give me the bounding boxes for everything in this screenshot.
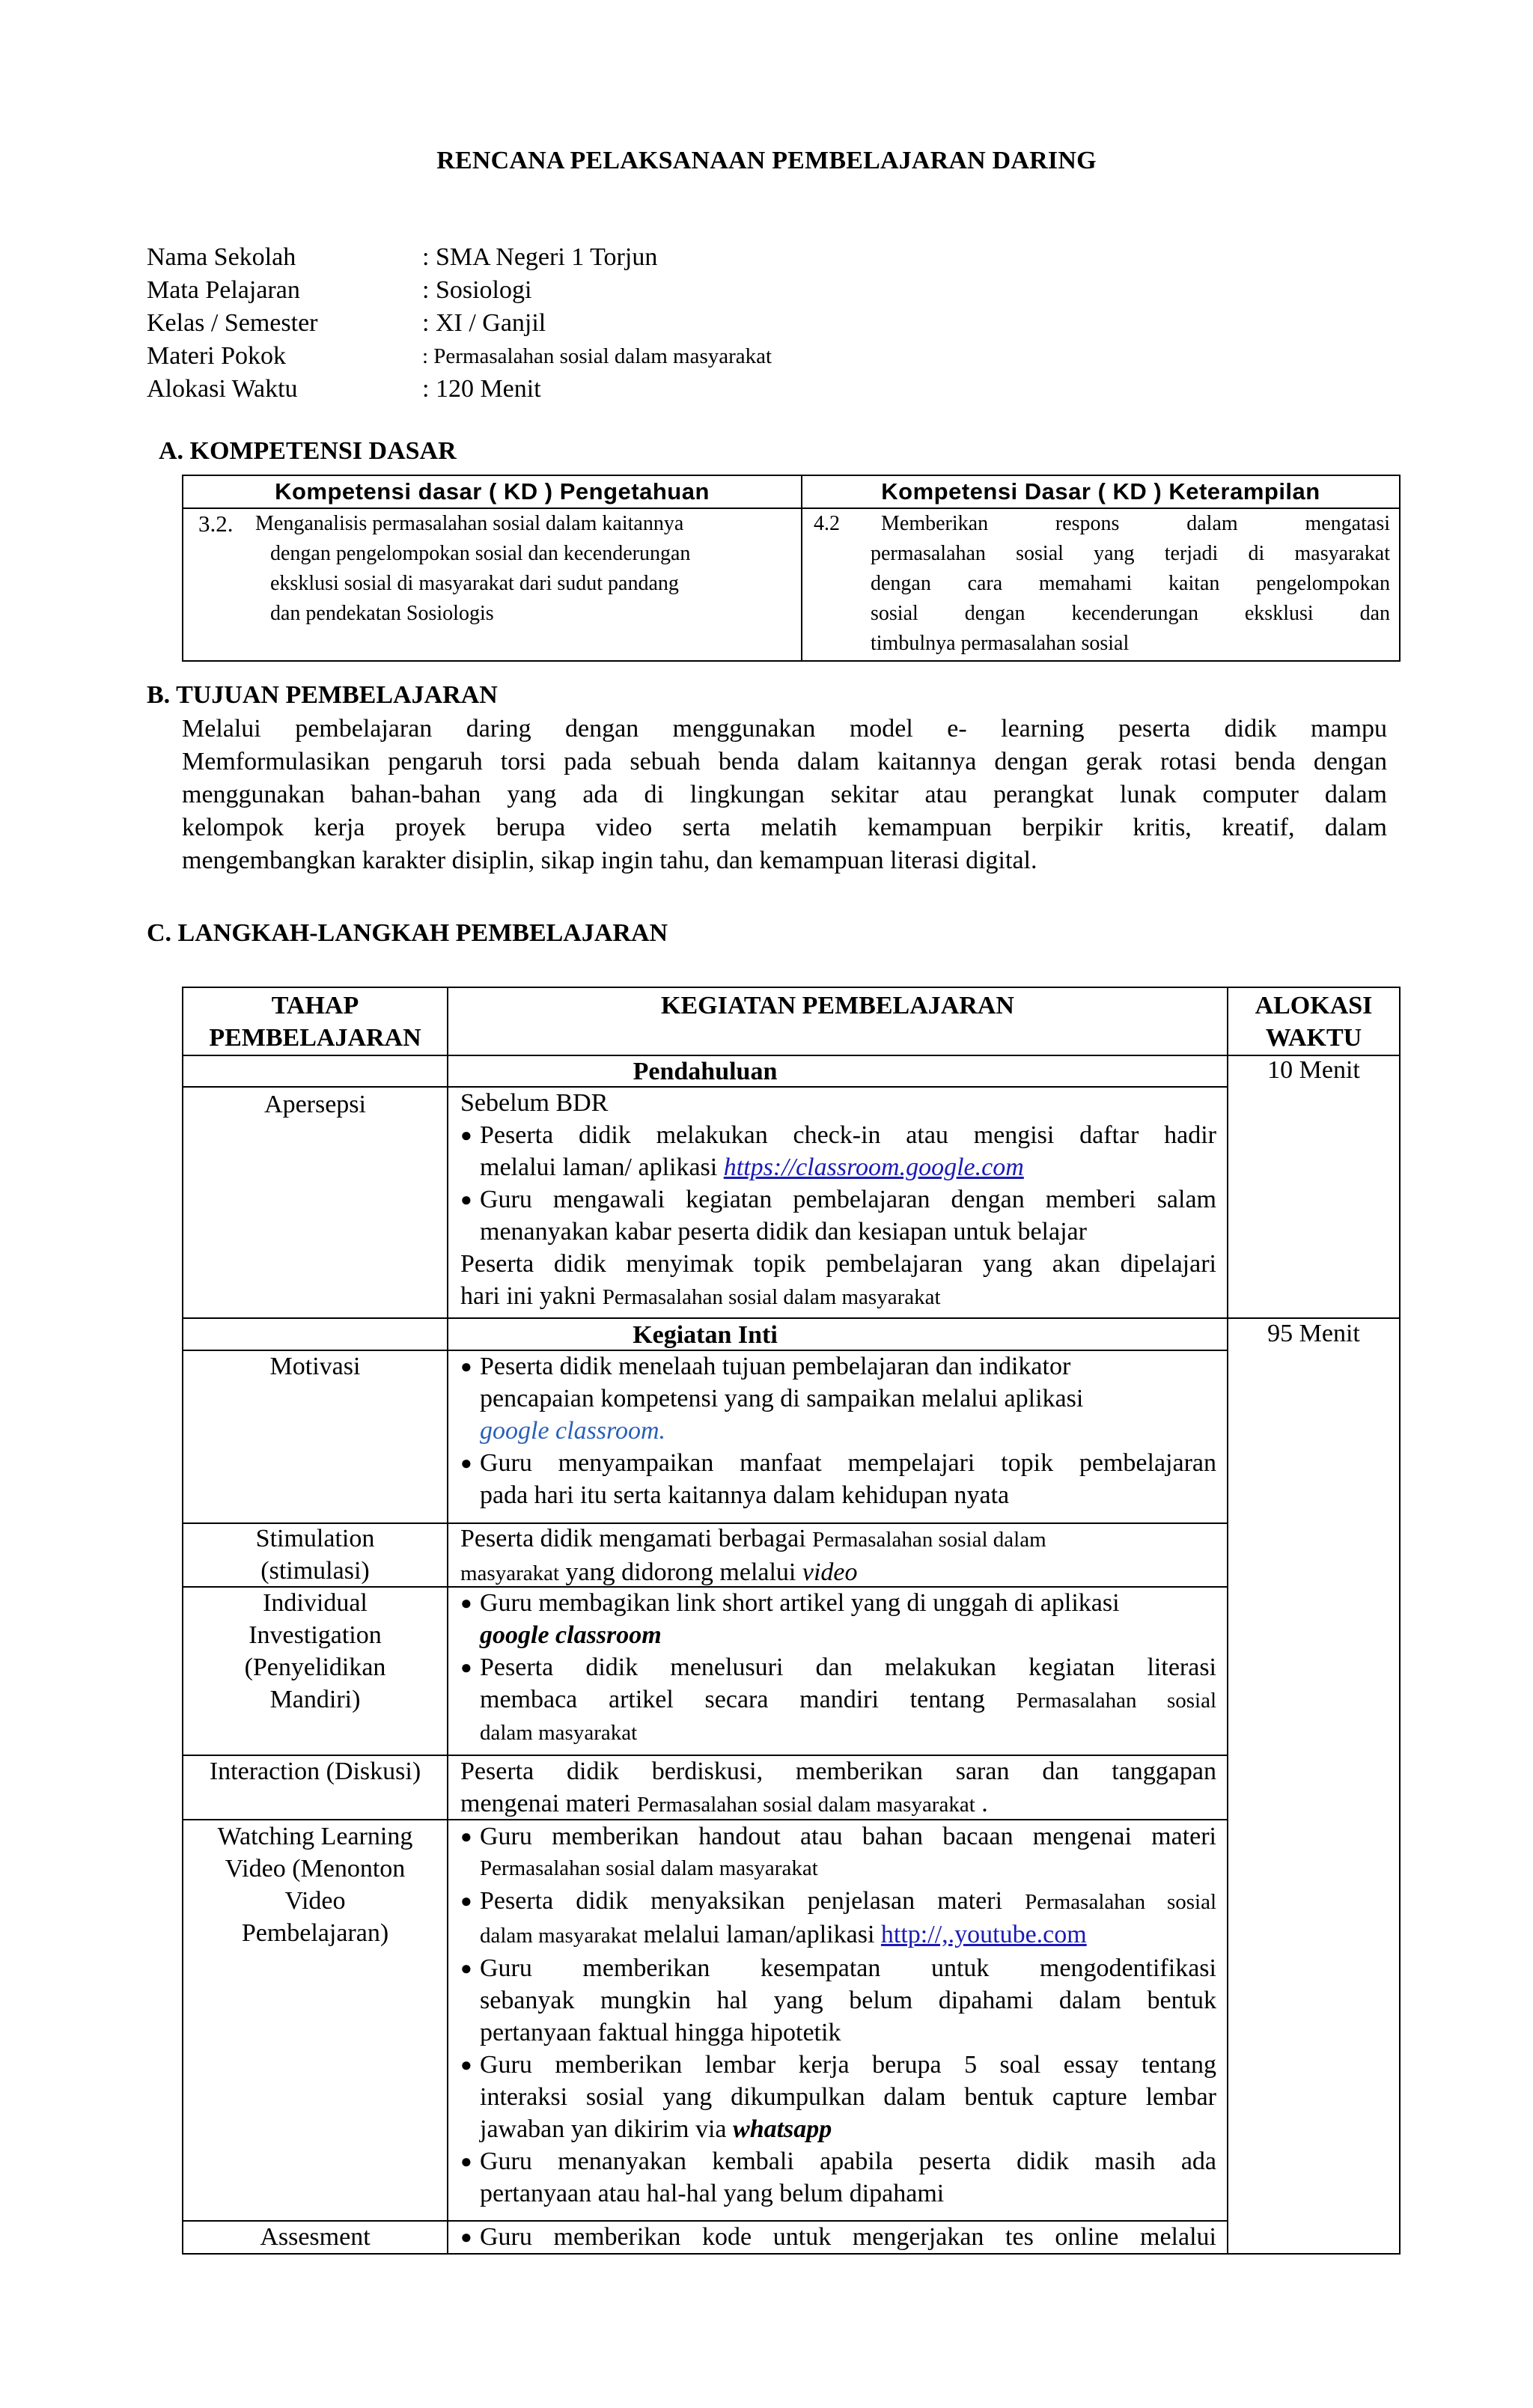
info-row: [147, 340, 772, 373]
list-item: ● Guru memberikan kode untuk mengerjakan tes online melalui: [460, 2223, 1216, 2251]
stage-individual-investigation: Individual Investigation (Penyelidikan Mandiri): [244, 1589, 386, 1713]
list-item: ● Guru memberikan kesempatan untuk mengodentifikasi sebanyak mungkin hal yang belum dipahami dalam bentuk pertanyaan faktual hingga hipotetik: [460, 1954, 1216, 2046]
stage-assesment: Assesment: [260, 2223, 371, 2251]
steps-table: [182, 987, 1401, 2255]
info-label: Alokasi Waktu: [147, 375, 298, 403]
info-value: : 120 Menit: [422, 375, 541, 403]
tujuan-paragraph: [182, 713, 1387, 877]
list-item: ● Guru menyampaikan manfaat mempelajari topik pembelajaran pada hari itu serta kaitannya dalam kehidupan nyata: [460, 1449, 1216, 1509]
kd-skill-line: timbulnya permasalahan sosial: [871, 632, 1130, 655]
kd-header: [183, 476, 1399, 509]
identity-block: [147, 241, 772, 406]
kd-skill-line: sosial dengan kecenderungan eksklusi dan: [871, 602, 1390, 625]
time-pendahuluan: 10 Menit: [1267, 1056, 1360, 1084]
kd-knowledge-line: dengan pengelompokan sosial dan kecenderungan: [270, 542, 691, 565]
tujuan-line: mengembangkan karakter disiplin, sikap ingin tahu, dan kemampuan literasi digital.: [182, 847, 1037, 874]
tujuan-line: Memformulasikan pengaruh torsi pada sebuah benda dalam kaitannya dengan gerak rotasi benda dengan: [182, 748, 1387, 775]
kd-knowledge-line: Menganalisis permasalahan sosial dalam kaitannya: [255, 512, 684, 535]
kd-skill-number: 4.2: [814, 512, 840, 535]
header-kegiatan: KEGIATAN PEMBELAJARAN: [661, 992, 1014, 1019]
kd-header-knowledge: Kompetensi dasar ( KD ) Pengetahuan: [275, 478, 710, 505]
info-value: : Permasalahan sosial dalam masyarakat: [422, 344, 772, 368]
stage-interaction: Interaction (Diskusi): [209, 1758, 421, 1785]
activity-individual-investigation: [460, 1587, 1216, 1749]
kd-knowledge-line: eksklusi sosial di masyarakat dari sudut pandang: [270, 572, 679, 595]
info-value: : SMA Negeri 1 Torjun: [422, 243, 658, 271]
list-item: ● Guru mengawali kegiatan pembelajaran dengan memberi salam menanyakan kabar peserta didik dan kesiapan untuk belajar: [460, 1186, 1216, 1246]
kd-skill-line: permasalahan sosial yang terjadi di masyarakat: [871, 542, 1390, 565]
activity-stimulation: Peserta didik mengamati berbagai Permasalahan sosial dalam masyarakat yang didorong melalui video: [460, 1525, 1046, 1586]
stage-motivasi: Motivasi: [269, 1353, 361, 1380]
info-label: Nama Sekolah: [147, 243, 296, 271]
stage-watching-video: Watching Learning Video (Menonton Video Pembelajaran): [217, 1823, 413, 1947]
tujuan-line: menggunakan bahan-bahan yang ada di lingkungan sekitar atau perangkat lunak computer dalam: [182, 781, 1387, 808]
tujuan-line: kelompok kerja proyek berupa video serta melatih kemampuan berpikir kritis, kreatif, dalam: [182, 814, 1387, 841]
info-label: Kelas / Semester: [147, 309, 318, 337]
col-divider: [1227, 988, 1228, 2253]
header-alokasi: ALOKASI WAKTU: [1255, 992, 1373, 1052]
info-label: Mata Pelajaran: [147, 276, 300, 304]
header-tahap: TAHAP PEMBELAJARAN: [209, 992, 421, 1052]
info-row: [147, 274, 772, 307]
stage-stimulation: Stimulation (stimulasi): [255, 1525, 375, 1585]
kd-skill-line: dengan cara memahami kaitan pengelompokan: [871, 572, 1390, 595]
time-inti: 95 Menit: [1267, 1320, 1360, 1347]
list-item: ● Peserta didik menyaksikan penjelasan materi Permasalahan sosial dalam masyarakat melalui laman/aplikasi http://,.youtube.com: [460, 1887, 1216, 1948]
kd-header-skill: Kompetensi Dasar ( KD ) Keterampilan: [881, 478, 1320, 505]
list-item: ● Guru memberikan lembar kerja berupa 5 soal essay tentang interaksi sosial yang dikumpulkan dalam bentuk capture lembar jawaban yan dikirim via whatsapp: [460, 2051, 1216, 2143]
kd-skill-line: Memberikan respons dalam mengatasi: [881, 512, 1390, 535]
section-inti: Kegiatan Inti: [633, 1321, 778, 1349]
tujuan-line: Melalui pembelajaran daring dengan menggunakan model e- learning peserta didik mampu: [182, 715, 1387, 743]
info-value: : Sosiologi: [422, 276, 532, 304]
info-row: [147, 241, 772, 274]
list-item: ● Guru menanyakan kembali apabila peserta didik masih ada pertanyaan atau hal-hal yang belum dipahami: [460, 2148, 1216, 2207]
kd-knowledge-line: dan pendekatan Sosiologis: [270, 602, 494, 625]
section-a-heading: A. KOMPETENSI DASAR: [159, 437, 457, 465]
classroom-link[interactable]: https://classroom.google.com: [723, 1153, 1024, 1181]
list-item: ● Guru memberikan handout atau bahan bacaan mengenai materi Permasalahan sosial dalam masyarakat: [460, 1823, 1216, 1880]
activity-assesment: [460, 2221, 1216, 2253]
list-item: ● Peserta didik melakukan check-in atau mengisi daftar hadir melalui laman/ aplikasi https://classroom.google.com: [460, 1121, 1216, 1181]
list-item: ● Peserta didik menelusuri dan melakukan kegiatan literasi membaca artikel secara mandiri tentang Permasalahan sosial dalam masyarakat: [460, 1653, 1217, 1745]
info-row: [147, 373, 772, 406]
youtube-link[interactable]: http://,.youtube.com: [880, 1921, 1087, 1948]
document-title: RENCANA PELAKSANAAN PEMBELAJARAN DARING: [436, 147, 1097, 174]
list-item: ● Peserta didik menelaah tujuan pembelajaran dan indikator pencapaian kompetensi yang di sampaikan melalui aplikasi google classroom.: [460, 1353, 1084, 1445]
activity-motivasi: [460, 1350, 1216, 1511]
activity-interaction: Peserta didik berdiskusi, memberikan saran dan tanggapan mengenai materi Permasalahan sosial dalam masyarakat .: [460, 1758, 1216, 1817]
kd-table: [182, 475, 1401, 662]
section-c-heading: C. LANGKAH-LANGKAH PEMBELAJARAN: [147, 919, 668, 947]
section-pendahuluan: Pendahuluan: [633, 1058, 778, 1085]
info-value: : XI / Ganjil: [422, 309, 546, 337]
section-b-heading: B. TUJUAN PEMBELAJARAN: [147, 681, 498, 709]
col-divider: [447, 988, 448, 2253]
list-item: ● Guru membagikan link short artikel yang di unggah di aplikasi google classroom: [460, 1589, 1120, 1649]
kd-knowledge-number: 3.2.: [198, 510, 234, 537]
stage-apersepsi: Apersepsi: [264, 1091, 366, 1118]
activity-watching-video: [460, 1820, 1216, 2210]
activity-apersepsi: Sebelum BDR ● Peserta didik melakukan check-in atau mengisi daftar hadir melalui laman/ aplikasi https://classroom.google.com ● Guru mengawali kegiatan pembelajaran dengan memberi salam menanyakan kabar peserta didik dan kesiapan untuk belajar Peserta didik menyimak topik pembelajaran yang akan dipelajari hari ini yakni Permasalahan sosial dalam masyarakat: [460, 1089, 1216, 1310]
info-row: [147, 307, 772, 340]
info-label: Materi Pokok: [147, 342, 287, 370]
